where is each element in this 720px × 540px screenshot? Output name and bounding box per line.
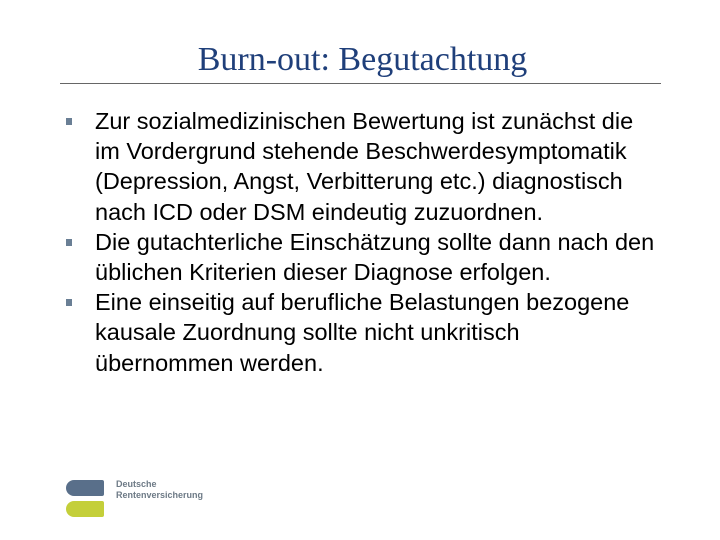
logo-bar-green xyxy=(66,501,104,517)
title-divider xyxy=(60,83,661,84)
square-bullet-icon xyxy=(66,118,72,125)
bullet-item xyxy=(62,106,662,227)
logo-line-2: Rentenversicherung xyxy=(116,490,204,500)
bullet-list xyxy=(62,106,662,378)
logo-mark-icon xyxy=(66,477,104,519)
logo-bar-blue xyxy=(66,480,104,496)
square-bullet-icon xyxy=(66,299,72,306)
logo-wordmark xyxy=(116,479,203,501)
bullet-item xyxy=(62,287,662,378)
deutsche-rentenversicherung-logo xyxy=(66,477,226,521)
bullet-text: Zur sozialmedizinischen Bewertung ist zunächst die im Vordergrund stehende Beschwerdesymptomatik (Depression, Angst, Verbitterung etc.) diagnostisch nach ICD oder DSM eindeutig zuzuordnen. xyxy=(95,108,634,225)
logo-line-1: Deutsche xyxy=(116,479,157,489)
square-bullet-icon xyxy=(66,239,72,246)
bullet-item xyxy=(62,227,662,287)
bullet-text: Eine einseitig auf berufliche Belastungen bezogene kausale Zuordnung sollte nicht unkritisch übernommen werden. xyxy=(95,289,630,376)
bullet-text: Die gutachterliche Einschätzung sollte dann nach den üblichen Kriterien dieser Diagnose erfolgen. xyxy=(95,228,655,286)
slide-title: Burn-out: Begutachtung xyxy=(197,41,528,78)
